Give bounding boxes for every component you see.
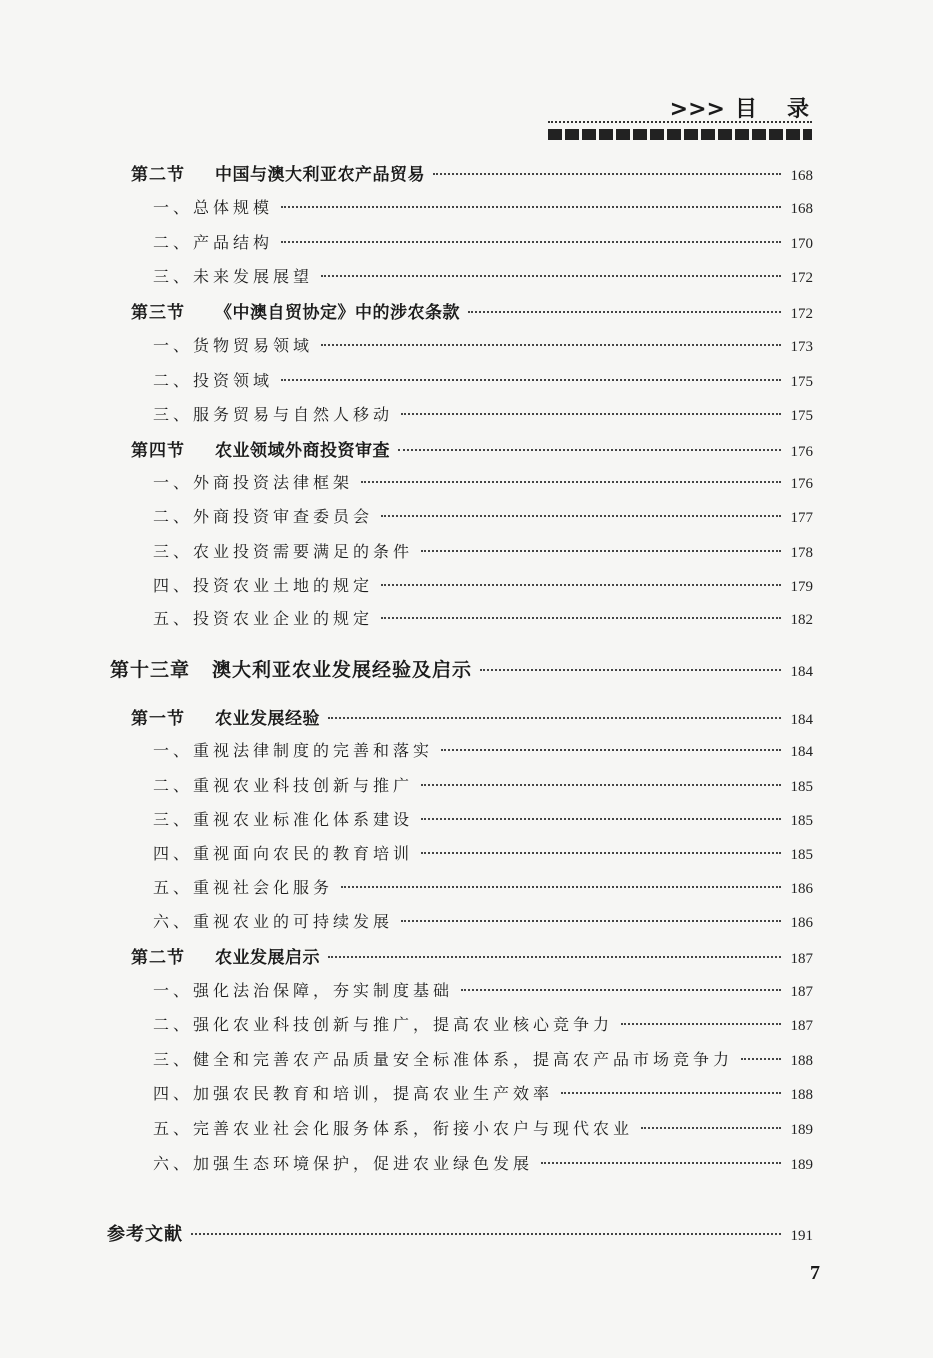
toc-entry-label <box>153 195 273 218</box>
toc-entry-page: 168 <box>790 168 813 184</box>
toc-entry-title: 二、重视农业科技创新与推广 <box>153 776 414 795</box>
toc-entry-page: 184 <box>790 744 813 760</box>
toc-entry-item <box>153 470 813 493</box>
dot-leader <box>433 173 781 175</box>
toc-entry-title: 六、加强生态环境保护，促进农业绿色发展 <box>153 1154 534 1173</box>
toc-entry-label <box>153 841 413 864</box>
toc-entry-title: 二、产品结构 <box>153 233 274 252</box>
toc-entry-item <box>153 606 813 629</box>
toc-entry-page: 187 <box>790 951 813 967</box>
toc-entry-title: 四、投资农业土地的规定 <box>153 576 374 595</box>
toc-entry-page: 185 <box>790 779 813 795</box>
toc-entry-label <box>131 298 460 323</box>
toc-entry-refs <box>107 1220 813 1246</box>
dot-leader <box>341 886 780 888</box>
toc-entry-label <box>153 333 313 356</box>
toc-entry-page: 191 <box>790 1228 813 1244</box>
dot-leader <box>641 1127 780 1129</box>
toc-entry-title: 一、强化法治保障，夯实制度基础 <box>153 981 454 1000</box>
toc-entry-label <box>153 738 433 761</box>
toc-entry-page: 184 <box>790 664 813 680</box>
dot-leader <box>321 275 780 277</box>
toc-entry-label <box>153 264 313 287</box>
toc-entry-item <box>153 264 813 287</box>
toc-entry-title: 三、重视农业标准化体系建设 <box>153 810 414 829</box>
toc-entry-item <box>153 333 813 356</box>
header-title-part1: 目 <box>734 97 759 122</box>
toc-entry-page: 173 <box>790 339 813 355</box>
toc-entry-label <box>153 1081 553 1104</box>
toc-entry-page: 186 <box>790 881 813 897</box>
toc-entry-page: 172 <box>790 270 813 286</box>
toc-entry-item <box>153 978 813 1001</box>
dot-leader <box>381 584 780 586</box>
toc-entry-label <box>153 909 393 932</box>
dot-leader <box>281 206 780 208</box>
toc-entry-label <box>153 807 413 830</box>
toc-entry-item <box>153 738 813 761</box>
toc-entry-number: 第二节 <box>131 948 185 968</box>
toc-entry-page: 187 <box>790 1018 813 1034</box>
toc-entry-label <box>153 875 333 898</box>
toc-entry-label <box>131 704 320 729</box>
toc-entry-item <box>153 875 813 898</box>
toc-entry-number: 第十三章 <box>110 659 191 681</box>
chevron-icon: >>> <box>669 97 725 122</box>
toc-entry-title: 一、外商投资法律框架 <box>153 473 354 492</box>
toc-entry-section <box>131 436 813 461</box>
dot-leader <box>468 311 781 313</box>
toc-entry-page: 175 <box>790 374 813 390</box>
dot-leader <box>381 617 780 619</box>
toc-entry-item <box>153 573 813 596</box>
dot-leader <box>361 481 780 483</box>
page-number: 7 <box>810 1262 820 1284</box>
dot-leader <box>421 852 780 854</box>
toc-entry-title: 三、健全和完善农产品质量安全标准体系，提高农产品市场竞争力 <box>153 1050 734 1069</box>
toc-entry-item <box>153 1047 813 1070</box>
toc-entry-section <box>131 298 813 323</box>
toc-entry-number: 第四节 <box>131 441 185 461</box>
dot-leader <box>421 818 780 820</box>
dot-leader <box>381 515 780 517</box>
toc-entry-page: 189 <box>790 1157 813 1173</box>
toc-entry-label <box>153 230 273 253</box>
toc-entry-number: 第一节 <box>131 709 185 729</box>
toc-entry-page: 179 <box>790 579 813 595</box>
toc-entry-item <box>153 504 813 527</box>
toc-entry-label <box>153 773 413 796</box>
dot-leader <box>281 241 780 243</box>
toc-entry-page: 182 <box>790 612 813 628</box>
dot-leader <box>421 550 780 552</box>
dot-leader <box>398 449 781 451</box>
toc-entry-page: 177 <box>790 510 813 526</box>
toc-entry-item <box>153 1151 813 1174</box>
toc-entry-item <box>153 841 813 864</box>
toc-entry-item <box>153 230 813 253</box>
toc-entry-page: 172 <box>790 306 813 322</box>
toc-entry-label <box>153 1116 633 1139</box>
toc-entry-item <box>153 909 813 932</box>
dot-leader <box>421 784 780 786</box>
toc-entry-page: 186 <box>790 915 813 931</box>
dot-leader <box>741 1058 780 1060</box>
toc-entry-label <box>131 436 390 461</box>
toc-entry-page: 176 <box>790 476 813 492</box>
toc-entry-label <box>110 655 472 682</box>
toc-entry-label <box>153 504 373 527</box>
toc-entry-page: 188 <box>790 1053 813 1069</box>
toc-entry-title: 三、农业投资需要满足的条件 <box>153 542 414 561</box>
dot-leader <box>401 413 780 415</box>
toc-entry-title: 六、重视农业的可持续发展 <box>153 912 394 931</box>
toc-entry-label <box>131 943 320 968</box>
toc-entry-label <box>153 402 393 425</box>
toc-entry-title: 一、货物贸易领域 <box>153 336 314 355</box>
toc-entry-item <box>153 1012 813 1035</box>
toc-entry-label <box>153 1012 613 1035</box>
dot-leader <box>321 344 780 346</box>
toc-entry-label <box>153 470 353 493</box>
toc-entry-label <box>153 606 373 629</box>
toc-entry-section <box>131 704 813 729</box>
toc-entry-title: 二、外商投资审查委员会 <box>153 507 374 526</box>
toc-entry-page: 189 <box>790 1122 813 1138</box>
toc-entry-title: 二、投资领域 <box>153 371 274 390</box>
dot-leader <box>541 1162 780 1164</box>
toc-entry-label <box>131 160 425 185</box>
toc-entry-item <box>153 1116 813 1139</box>
toc-entry-title: 五、完善农业社会化服务体系，衔接小农户与现代农业 <box>153 1119 634 1138</box>
toc-entry-page: 187 <box>790 984 813 1000</box>
toc-entry-page: 176 <box>790 444 813 460</box>
header-title-part2: 录 <box>786 97 811 122</box>
toc-entry-item <box>153 773 813 796</box>
toc-entry-title: 二、强化农业科技创新与推广，提高农业核心竞争力 <box>153 1015 614 1034</box>
toc-entry-title: 四、加强农民教育和培训，提高农业生产效率 <box>153 1084 554 1103</box>
toc-entry-title: 农业领域外商投资审查 <box>215 441 390 461</box>
toc-entry-number: 第三节 <box>131 303 185 323</box>
toc-entry-item <box>153 402 813 425</box>
toc-entry-label <box>153 1151 533 1174</box>
toc-entry-page: 178 <box>790 545 813 561</box>
toc-entry-label <box>153 368 273 391</box>
toc-entry-item <box>153 195 813 218</box>
toc-entry-title: 一、重视法律制度的完善和落实 <box>153 741 434 760</box>
dot-leader <box>281 379 780 381</box>
dot-leader <box>561 1092 780 1094</box>
toc-entry-label <box>153 978 453 1001</box>
toc-entry-item <box>153 1081 813 1104</box>
toc-entry-title: 四、重视面向农民的教育培训 <box>153 844 414 863</box>
toc-entry-page: 175 <box>790 408 813 424</box>
toc-entry-title: 《中澳自贸协定》中的涉农条款 <box>215 303 460 323</box>
dot-leader <box>441 749 780 751</box>
toc-entry-item <box>153 807 813 830</box>
toc-entry-title: 参考文献 <box>107 1224 183 1245</box>
toc-entry-label <box>153 539 413 562</box>
toc-entry-title: 澳大利亚农业发展经验及启示 <box>212 659 473 681</box>
toc-entry-number: 第二节 <box>131 165 185 185</box>
toc-entry-title: 三、未来发展展望 <box>153 267 314 286</box>
toc-entry-page: 188 <box>790 1087 813 1103</box>
dot-leader <box>191 1233 781 1235</box>
toc-entry-page: 185 <box>790 847 813 863</box>
toc-entry-label <box>107 1220 183 1246</box>
toc-entry-title: 农业发展启示 <box>215 948 320 968</box>
dot-leader <box>621 1023 780 1025</box>
dot-leader <box>401 920 780 922</box>
toc-entry-item <box>153 539 813 562</box>
toc-entry-title: 中国与澳大利亚农产品贸易 <box>215 165 425 185</box>
toc-entry-label <box>153 573 373 596</box>
dot-leader <box>328 956 781 958</box>
toc-entry-title: 一、总体规模 <box>153 198 274 217</box>
toc-entry-title: 五、重视社会化服务 <box>153 878 334 897</box>
toc-entry-label <box>153 1047 733 1070</box>
toc-entry-item <box>153 368 813 391</box>
toc-entry-section <box>131 943 813 968</box>
toc-entry-title: 五、投资农业企业的规定 <box>153 609 374 628</box>
dot-leader <box>461 989 780 991</box>
toc-entry-section <box>131 160 813 185</box>
toc-entry-chapter <box>110 655 813 682</box>
dot-leader <box>480 669 780 671</box>
toc-entry-page: 185 <box>790 813 813 829</box>
toc-entry-title: 三、服务贸易与自然人移动 <box>153 405 394 424</box>
toc-entry-title: 农业发展经验 <box>215 709 320 729</box>
dot-leader <box>328 717 781 719</box>
toc-entry-page: 170 <box>790 236 813 252</box>
toc-entry-page: 168 <box>790 201 813 217</box>
toc-entry-page: 184 <box>790 712 813 728</box>
